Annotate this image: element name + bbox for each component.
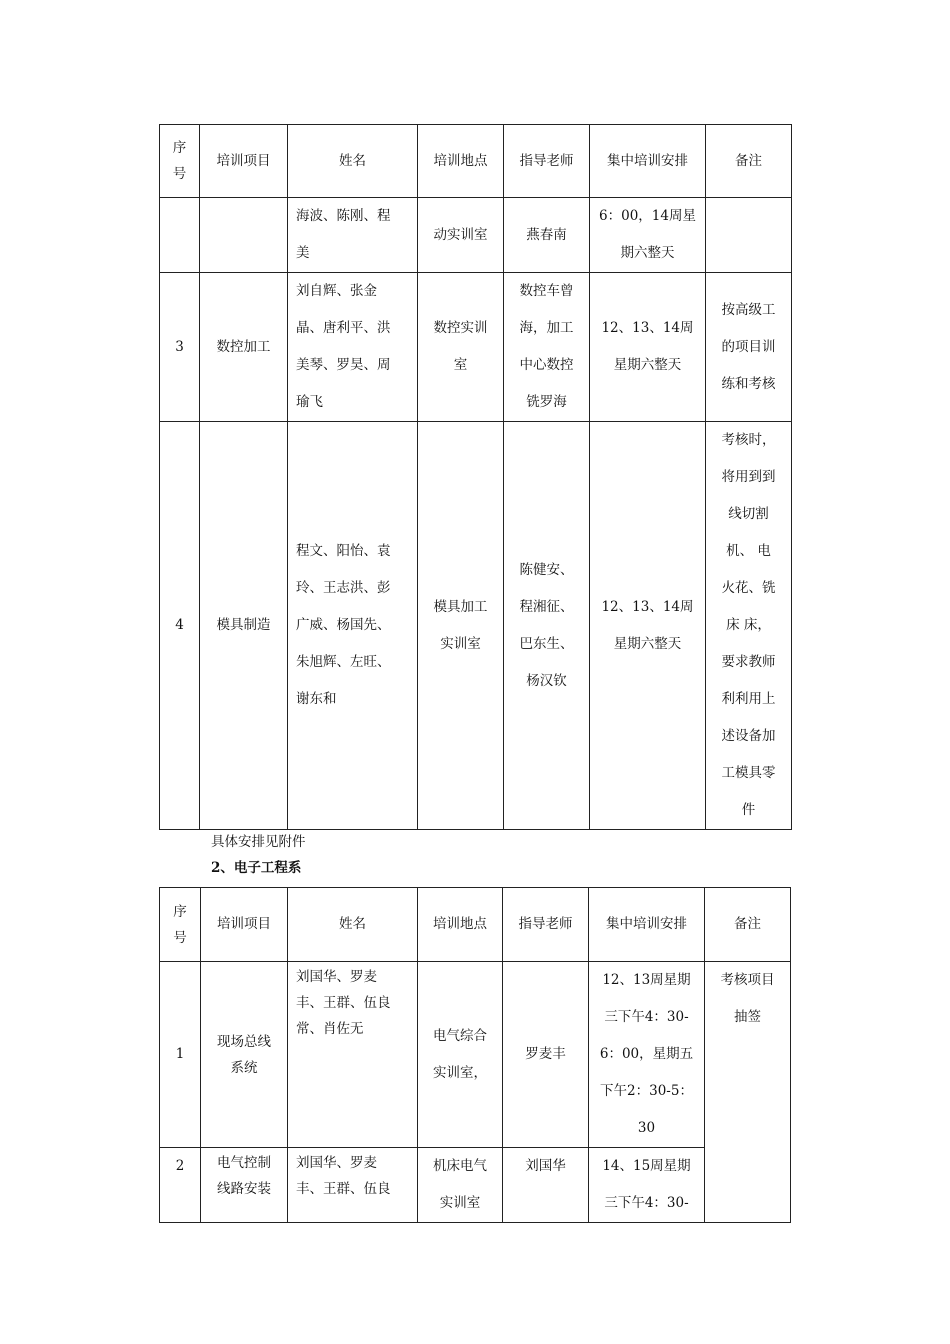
table-header-row <box>160 125 792 198</box>
cell-schedule: 12、13周星期 三下午4：30- 6：00，星期五 下午2：30-5： 30 <box>589 962 705 1148</box>
cell-teacher: 罗麦丰 <box>503 962 589 1148</box>
cell-location: 模具加工 实训室 <box>418 422 504 830</box>
cell-location: 电气综合 实训室， <box>418 962 503 1148</box>
header-cell-schedule: 集中培训安排 <box>590 125 706 198</box>
section-title: 2、电子工程系 <box>211 860 302 876</box>
header-cell-location: 培训地点 <box>418 888 503 962</box>
cell-no: 3 <box>160 273 200 422</box>
cell-names: 刘国华、罗麦 丰、王群、伍良 <box>288 1148 418 1223</box>
cell-remark: 按高级工 的项目训 练和考核 <box>706 273 792 422</box>
attachment-note: 具体安排见附件 <box>211 834 306 850</box>
training-table-2 <box>159 887 791 1223</box>
cell-no: 2 <box>160 1148 201 1223</box>
cell-remark: 考核时， 将用到到 线切割 机、 电 火花、铣 床 床， 要求教师 利利用上 述设备加 工模具零 件 <box>706 422 792 830</box>
cell-location: 数控实训 室 <box>418 273 504 422</box>
table-header-row <box>160 888 791 962</box>
cell-project: 模具制造 <box>200 422 288 830</box>
table-row <box>160 962 791 1148</box>
cell-schedule: 6：00，14周星 期六整天 <box>590 198 706 273</box>
header-cell-no: 序 号 <box>160 888 201 962</box>
header-cell-remark: 备注 <box>705 888 791 962</box>
cell-teacher: 数控车曾 海，加工 中心数控 铣罗海 <box>504 273 590 422</box>
cell-teacher: 燕春南 <box>504 198 590 273</box>
cell-no <box>160 198 200 273</box>
header-cell-remark: 备注 <box>706 125 792 198</box>
table-row <box>160 1148 791 1223</box>
header-cell-teacher: 指导老师 <box>504 125 590 198</box>
cell-names: 海波、陈刚、程 美 <box>288 198 418 273</box>
cell-project: 现场总线 系统 <box>201 962 288 1148</box>
header-cell-names: 姓名 <box>288 888 418 962</box>
header-cell-names: 姓名 <box>288 125 418 198</box>
cell-project: 数控加工 <box>200 273 288 422</box>
header-cell-project: 培训项目 <box>201 888 288 962</box>
cell-names: 程文、阳怡、袁 玲、王志洪、彭 广威、杨国先、 朱旭辉、左旺、 谢东和 <box>288 422 418 830</box>
cell-teacher: 刘国华 <box>503 1148 589 1223</box>
cell-no: 4 <box>160 422 200 830</box>
table-row <box>160 198 792 273</box>
header-cell-location: 培训地点 <box>418 125 504 198</box>
cell-location: 动实训室 <box>418 198 504 273</box>
cell-schedule: 12、13、14周 星期六整天 <box>590 422 706 830</box>
cell-remark <box>706 198 792 273</box>
cell-schedule: 12、13、14周 星期六整天 <box>590 273 706 422</box>
cell-remark: 考核项目 抽签 <box>705 962 791 1223</box>
training-table-1 <box>159 124 792 830</box>
header-cell-teacher: 指导老师 <box>503 888 589 962</box>
header-cell-schedule: 集中培训安排 <box>589 888 705 962</box>
cell-location: 机床电气 实训室 <box>418 1148 503 1223</box>
cell-teacher: 陈健安、 程湘征、 巴东生、 杨汉钦 <box>504 422 590 830</box>
cell-names: 刘自辉、张金 晶、唐利平、洪 美琴、罗昊、周 瑜飞 <box>288 273 418 422</box>
cell-project: 电气控制 线路安装 <box>201 1148 288 1223</box>
table-row <box>160 422 792 830</box>
table-row <box>160 273 792 422</box>
header-cell-project: 培训项目 <box>200 125 288 198</box>
cell-schedule: 14、15周星期 三下午4：30- <box>589 1148 705 1223</box>
cell-no: 1 <box>160 962 201 1148</box>
cell-project <box>200 198 288 273</box>
cell-names: 刘国华、罗麦 丰、王群、伍良 常、肖佐无 <box>288 962 418 1148</box>
header-cell-no: 序 号 <box>160 125 200 198</box>
